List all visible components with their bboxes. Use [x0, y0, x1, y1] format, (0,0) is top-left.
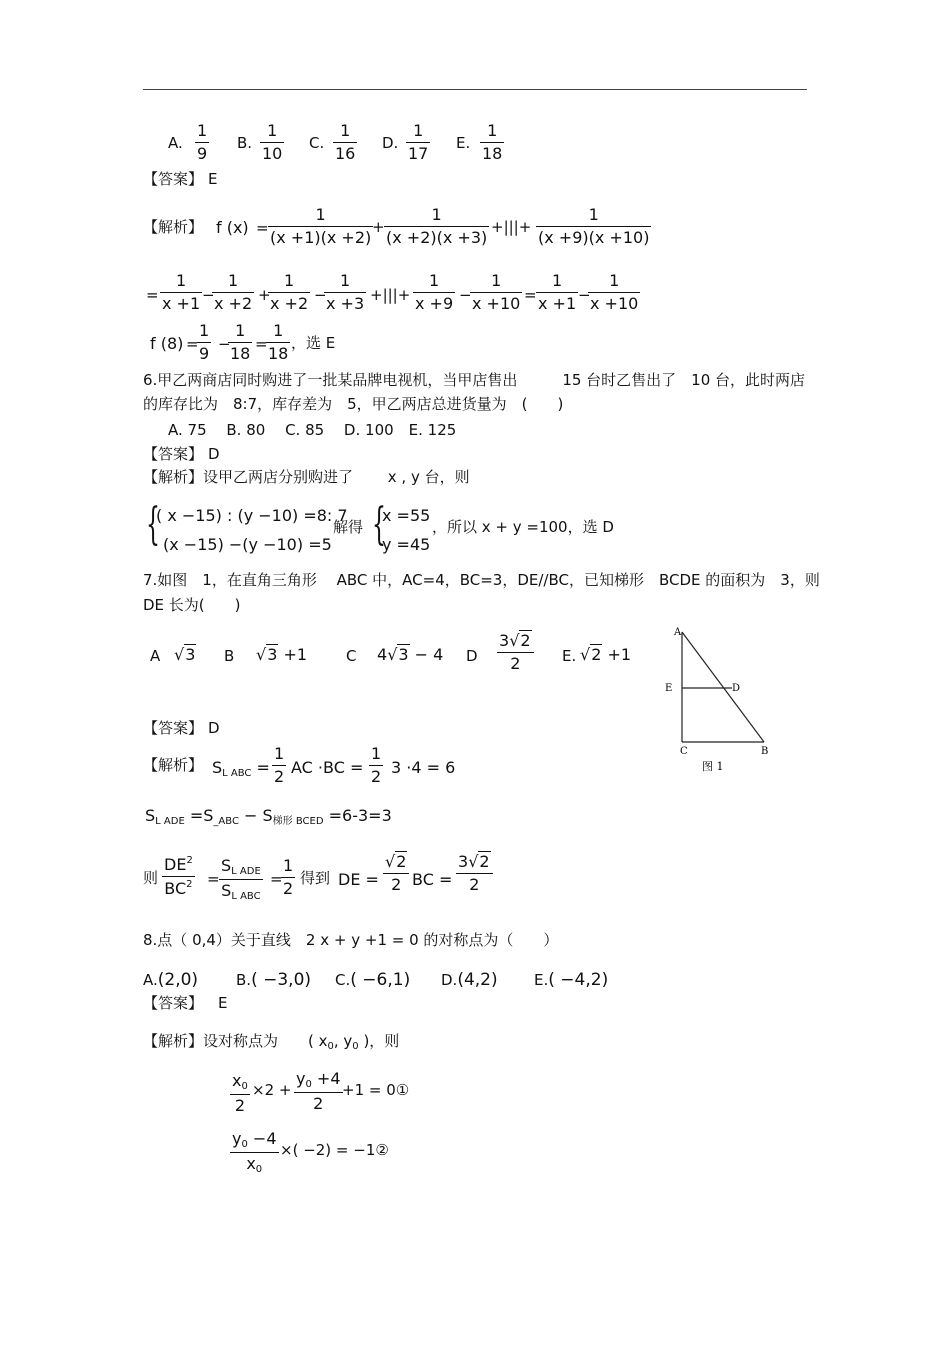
fig-label-c: C — [680, 746, 688, 757]
q7-ade-line: $S_{L ADE} =S_{\_ABC} - S_{梯形 BCED} =6-3=3$ — [145, 806, 392, 827]
q7-analysis-tag: 【解析】 — [143, 756, 204, 774]
q7-opt-d-label: D — [466, 647, 478, 665]
q7-get: 得到 — [300, 869, 331, 887]
q5-analysis-tag: 【解析】 — [143, 218, 204, 236]
q7-bc-mid: BC = — [412, 870, 453, 889]
q7-ratio1: $DE^2$ $BC^2$ — [164, 855, 193, 898]
q6-line1: 6.甲乙两商店同时购进了一批某品牌电视机，当甲店售出 15 台时乙售出了 10 台，此时两店 — [143, 371, 806, 389]
q5-l2-f2: 1 x +2 — [214, 271, 253, 313]
q7-opt-b: √3 +1 — [256, 645, 308, 664]
q5-l2-p1: + — [258, 286, 271, 304]
q7-sqrt2-over-2: √2 2 — [383, 853, 409, 893]
q8-eq2-frac: $y_0 -4$ $x_0$ — [232, 1129, 277, 1175]
fig-label-a: A — [674, 627, 682, 638]
q7-answer-tag: 【答案】 — [143, 719, 204, 737]
q8-eq1-frac2: $y_0 +4$ 2 — [296, 1069, 341, 1113]
q7-triangle-figure — [660, 622, 785, 777]
q5-l2-f1: 1 x +1 — [162, 271, 201, 313]
q5-l3-eq: = — [186, 335, 199, 353]
fig-caption: 图 1 — [702, 760, 724, 773]
q5-f8: f (8) — [150, 334, 184, 353]
q6-sys1b: (x −15) −(y −10) =5 — [163, 535, 332, 554]
q5-fx: f (x) — [216, 218, 249, 237]
q7-answer: D — [208, 719, 220, 737]
q5-option-e-label: E. — [456, 134, 471, 152]
q6-sys1a: ( x −15) : (y −10) =8: 7 — [156, 506, 348, 525]
q5-dots1: +|||+ — [491, 218, 532, 236]
q7-opt-c-label: C — [346, 647, 357, 665]
q7-opt-c: 4√3 − 4 — [377, 645, 444, 664]
q5-l2-m1: − — [202, 286, 215, 304]
q7-ratio2: $S_{L ADE}$ $S_{L ABC}$ — [221, 856, 261, 902]
q5-term1: 1 (x +1)(x +2) — [270, 205, 372, 247]
q5-option-a-label: A. — [168, 134, 183, 152]
q5-l2-f4: 1 x +3 — [326, 271, 365, 313]
q6-answer-tag: 【答案】 — [143, 445, 204, 463]
q5-l3-f1: 1 9 — [199, 321, 210, 363]
q5-answer-tag: 【答案】 — [143, 170, 204, 188]
q6-sys2a: x =55 — [382, 506, 431, 525]
q5-select: ，选 E — [291, 334, 336, 352]
q5-l2-f7: 1 x +1 — [538, 271, 577, 313]
q5-option-a-frac: 1 9 — [197, 121, 208, 163]
q5-l2-f5: 1 x +9 — [415, 271, 454, 313]
q5-l2-m3: − — [459, 286, 472, 304]
top-rule — [143, 89, 807, 90]
q6-solve: 解得 — [333, 518, 364, 536]
q5-l2-m4: − — [578, 286, 591, 304]
q5-l3-eq2: = — [255, 335, 268, 353]
q5-l2-dots: +|||+ — [370, 286, 411, 304]
q8-opt-c: C.( −6,1) — [335, 970, 411, 990]
q7-half3: 1 2 — [283, 856, 294, 898]
fig-label-e: E — [665, 683, 673, 694]
q7-opt-b-label: B — [224, 647, 235, 665]
q6-options: A. 75 B. 80 C. 85 D. 100 E. 125 — [168, 421, 457, 439]
q7-opt-d: 3√2 2 — [497, 632, 534, 672]
q5-eq2: = — [146, 286, 159, 304]
q5-eq: = — [256, 219, 269, 237]
q7-ze: 则 — [143, 869, 159, 887]
q6-line2: 的库存比为 8:7，库存差为 5，甲乙两店总进货量为 ( ) — [143, 395, 564, 413]
q7-line2: DE 长为( ) — [143, 596, 241, 614]
fig-label-d: D — [732, 683, 741, 694]
q7-half1: 1 2 — [274, 744, 285, 786]
q6-analysis: 【解析】设甲乙两店分别购进了 x , y 台，则 — [143, 468, 470, 486]
q5-option-d-frac: 1 17 — [408, 121, 429, 163]
q5-l3-f2: 1 18 — [230, 321, 251, 363]
q5-option-b-label: B. — [237, 134, 253, 152]
q8-eq1-tail: +1 = 0① — [342, 1081, 410, 1099]
q8-answer-tag: 【答案】 — [143, 994, 204, 1012]
q6-sys2b: y =45 — [382, 535, 431, 554]
q8-opt-e: E.( −4,2) — [534, 970, 609, 990]
q6-brace1: { — [146, 499, 160, 550]
q8-analysis: 【解析】设对称点为 ( $x_0$, $y_0$ )，则 — [143, 1032, 400, 1052]
q5-term3: 1 (x +9)(x +10) — [538, 205, 650, 247]
q5-option-b-frac: 1 10 — [262, 121, 283, 163]
q5-term2: 1 (x +2)(x +3) — [386, 205, 488, 247]
q5-option-e-frac: 1 18 — [482, 121, 503, 163]
q5-l2-f8: 1 x +10 — [590, 271, 639, 313]
q8-eq1-mid: ×2 + — [252, 1081, 292, 1099]
q5-option-c-label: C. — [309, 134, 325, 152]
q7-s-eq1-tail: 3 ·4 = 6 — [391, 758, 456, 777]
q8-eq2-tail: ×( −2) = −1② — [280, 1141, 389, 1159]
q5-l2-eq: = — [524, 286, 537, 304]
q7-half2: 1 2 — [371, 744, 382, 786]
q5-answer: E — [208, 170, 218, 188]
q5-l3-f3: 1 18 — [268, 321, 289, 363]
q7-opt-e-label: E. — [562, 647, 577, 665]
q8-opt-a: A.(2,0) — [143, 970, 199, 990]
q7-opt-a-label: A — [150, 647, 161, 665]
q7-line1: 7.如图 1，在直角三角形 ABC 中，AC=4，BC=3，DE//BC，已知梯形 BCDE 的面积为 3，则 — [143, 571, 820, 589]
q7-result: 3√2 2 — [456, 853, 493, 893]
q8-opt-b: B.( −3,0) — [236, 970, 312, 990]
q7-ratio-eq2: = — [270, 870, 283, 888]
q5-option-c-frac: 1 16 — [335, 121, 356, 163]
q7-de-eq: DE = — [338, 870, 379, 889]
q7-ratio-eq1: = — [207, 870, 220, 888]
q5-l2-f6: 1 x +10 — [472, 271, 521, 313]
q8-answer: E — [218, 994, 228, 1012]
q7-opt-e: √2 +1 — [580, 645, 632, 664]
q5-l3-m: − — [218, 335, 231, 353]
q8-line1: 8.点（ 0,4）关于直线 2 x + y +1 = 0 的对称点为（ ） — [143, 931, 559, 949]
fig-label-b: B — [761, 746, 769, 757]
q6-answer: D — [208, 445, 220, 463]
q7-s-eq1-mid: AC ·BC = — [291, 758, 364, 777]
q6-conclusion: ，所以 x + y =100，选 D — [432, 518, 614, 536]
q7-opt-a: √3 — [174, 645, 196, 664]
q5-option-d-label: D. — [382, 134, 399, 152]
q7-s-abc: $S_{L ABC}$ = — [212, 758, 270, 779]
q5-l2-m2: − — [314, 286, 327, 304]
q5-plus1: + — [372, 218, 385, 236]
q8-opt-d: D.(4,2) — [441, 970, 498, 990]
q6-brace2: { — [372, 499, 386, 550]
q5-l2-f3: 1 x +2 — [270, 271, 309, 313]
q8-eq1-frac1: $x_0$ 2 — [232, 1071, 248, 1115]
